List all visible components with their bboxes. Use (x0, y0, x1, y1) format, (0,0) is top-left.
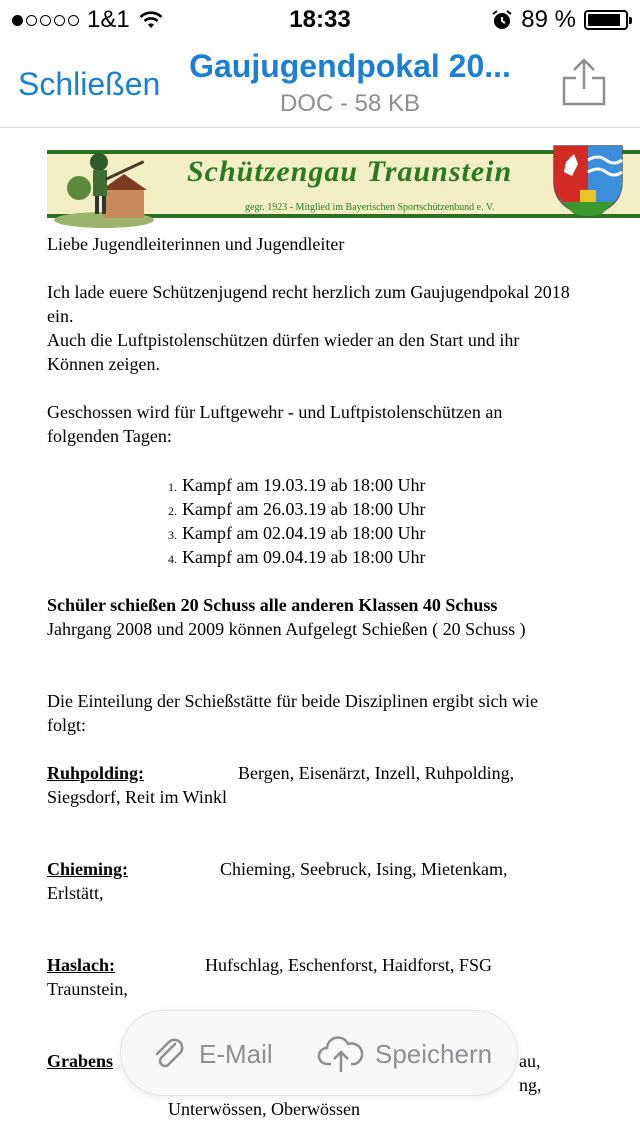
rule-bold: Schüler schießen 20 Schuss alle anderen Klassen 40 Schuss (47, 595, 498, 615)
list-item: 4. Kampf am 09.04.19 ab 18:00 Uhr (168, 547, 426, 567)
section-name: Grabens (47, 1051, 114, 1071)
rule-note: Jahrgang 2008 und 2009 können Aufgelegt Schießen ( 20 Schuss ) (47, 619, 526, 639)
list-item: 2. Kampf am 26.03.19 ab 18:00 Uhr (168, 499, 426, 519)
alarm-icon (491, 9, 513, 31)
list-item: 3. Kampf am 02.04.19 ab 18:00 Uhr (168, 523, 426, 543)
intro-paragraph-1: Ich lade euere Schützenjugend recht herzlich zum Gaujugendpokal 2018 ein. (47, 282, 570, 326)
banner-subtitle: gegr. 1923 - Mitglied im Bayerischen Sportschützenbund e. V. (245, 202, 495, 213)
email-button[interactable] (149, 1011, 273, 1097)
banner-title: Schützengau Traunstein (187, 155, 513, 188)
document-view[interactable] (0, 130, 640, 1136)
marksman-illustration (49, 140, 159, 230)
section-places: Unterwössen, Oberwössen (168, 1099, 360, 1119)
close-button[interactable]: Schließen (18, 66, 161, 102)
section-places: Traunstein, (47, 979, 128, 999)
section-name: Ruhpolding: (47, 763, 145, 783)
document-info: DOC - 58 KB (279, 90, 421, 117)
status-time: 18:33 (289, 6, 351, 33)
section-places: au, (519, 1051, 541, 1071)
battery-percent: 89 % (521, 6, 576, 33)
list-item: 1. Kampf am 19.03.19 ab 18:00 Uhr (168, 475, 426, 495)
cloud-upload-icon (317, 1034, 365, 1074)
save-button[interactable] (317, 1011, 492, 1097)
section-places: Siegsdorf, Reit im Winkl (47, 787, 227, 807)
dates-list (168, 473, 425, 569)
intro-paragraph-2: Auch die Luftpistolenschützen dürfen wieder an den Start und ihr Können zeigen. (47, 330, 520, 374)
paperclip-icon (149, 1034, 189, 1074)
share-icon[interactable] (558, 56, 610, 108)
section-places: Bergen, Eisenärzt, Inzell, Ruhpolding, (238, 763, 515, 783)
battery-icon (584, 10, 628, 30)
status-bar (0, 0, 640, 40)
status-right (491, 6, 628, 34)
save-label: Speichern (375, 1038, 493, 1069)
document-title: Gaujugendpokal 20... (189, 48, 511, 84)
navigation-bar (0, 40, 640, 128)
coat-of-arms-icon (548, 142, 628, 218)
section-name: Chieming: (47, 859, 128, 879)
division-intro: Die Einteilung der Schießstätte für beide Disziplinen ergibt sich wie folgt: (47, 691, 539, 735)
section-places: ng, (519, 1075, 542, 1095)
action-bar (120, 1010, 518, 1096)
section-places: Erlstätt, (47, 883, 104, 903)
section-places: Chieming, Seebruck, Ising, Mietenkam, (220, 859, 508, 879)
shooting-intro: Geschossen wird für Luftgewehr - und Luftpistolenschützen an folgenden Tagen: (47, 402, 503, 446)
section-name: Haslach: (47, 955, 116, 975)
carrier: 1&1 (87, 6, 130, 33)
letterhead-banner (47, 150, 640, 218)
section-places: Hufschlag, Eschenforst, Haidforst, FSG (205, 955, 492, 975)
greeting: Liebe Jugendleiterinnen und Jugendleiter (47, 234, 345, 254)
email-label: E-Mail (199, 1038, 273, 1069)
